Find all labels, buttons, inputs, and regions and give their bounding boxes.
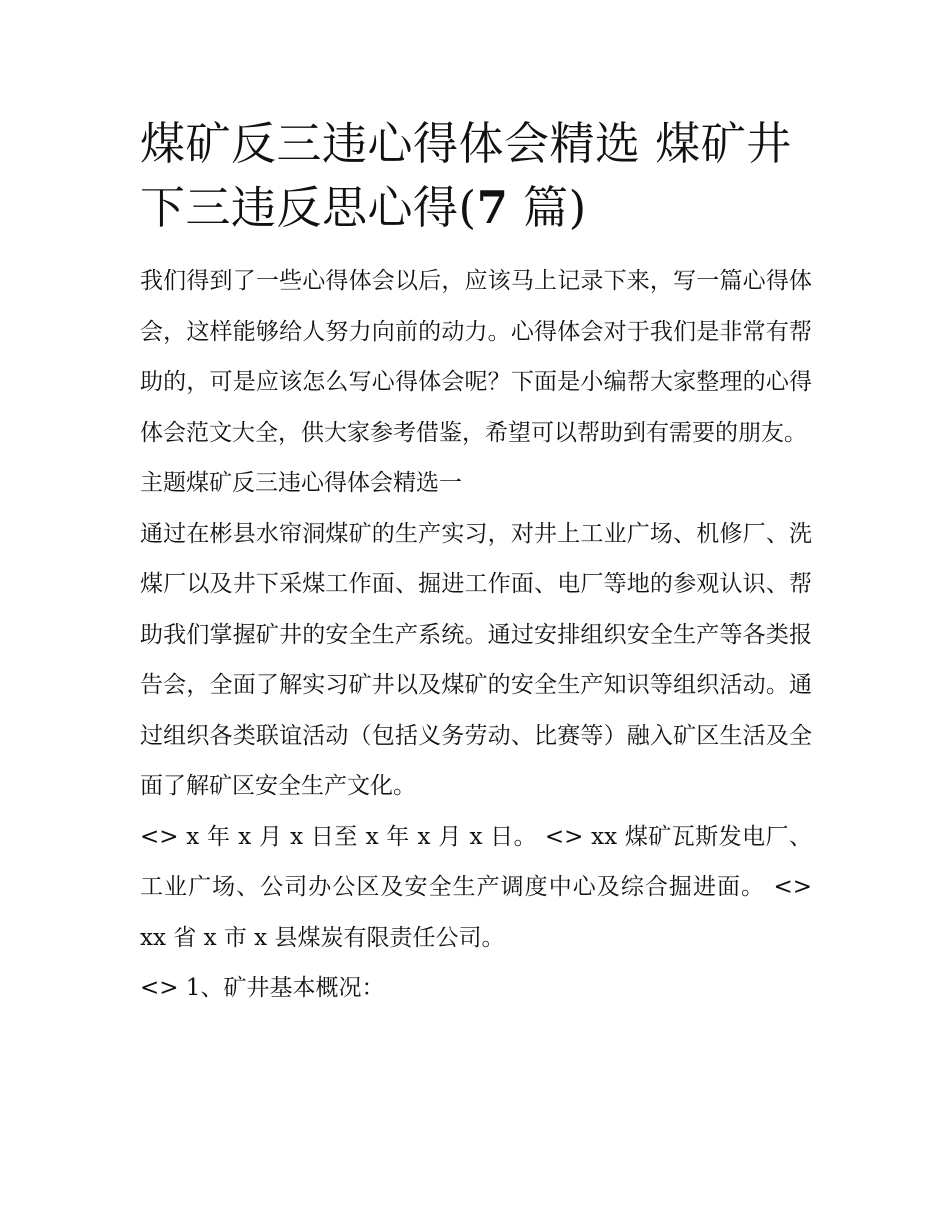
intro-paragraph: 我们得到了一些心得体会以后，应该马上记录下来，写一篇心得体会，这样能够给人努力向前的动力。心得体会对于我们是非常有帮助的，可是应该怎么写心得体会呢？下面是小编帮大家整理的心得体会范文大全，供大家参考借鉴，希望可以帮助到有需要的朋友。 xyxy=(140,268,812,446)
section-heading: 主题煤矿反三违心得体会精选一 xyxy=(140,470,462,496)
title-text-2: 篇) xyxy=(508,181,587,234)
title-number: 7 xyxy=(476,181,509,234)
info-paragraph: <> x 年 x 月 x 日至 x 年 x 月 x 日。 <> xx 煤矿瓦斯发电厂、工业广场、公司办公区及安全生产调度中心及综合掘进面。 <> xx 省 x 市 x 县煤炭有限责任公司。 xyxy=(140,823,812,951)
body-paragraph: 通过在彬县水帘洞煤矿的生产实习，对井上工业广场、机修厂、洗煤厂以及井下采煤工作面、掘进工作面、电厂等地的参观认识、帮助我们掌握矿井的安全生产系统。通过安排组织安全生产等各类报告会，全面了解实习矿井以及煤矿的安全生产知识等组织活动。通过组织各类联谊活动（包括义务劳动、比赛等）融入矿区生活及全面了解矿区安全生产文化。 xyxy=(140,520,812,799)
title-text-1: 煤矿反三违心得体会精选 煤矿井下三违反思心得( xyxy=(140,117,792,234)
document-page xyxy=(140,112,812,1014)
document-title xyxy=(140,112,812,240)
list-item: <> 1、矿井基本概况： xyxy=(140,975,385,1001)
